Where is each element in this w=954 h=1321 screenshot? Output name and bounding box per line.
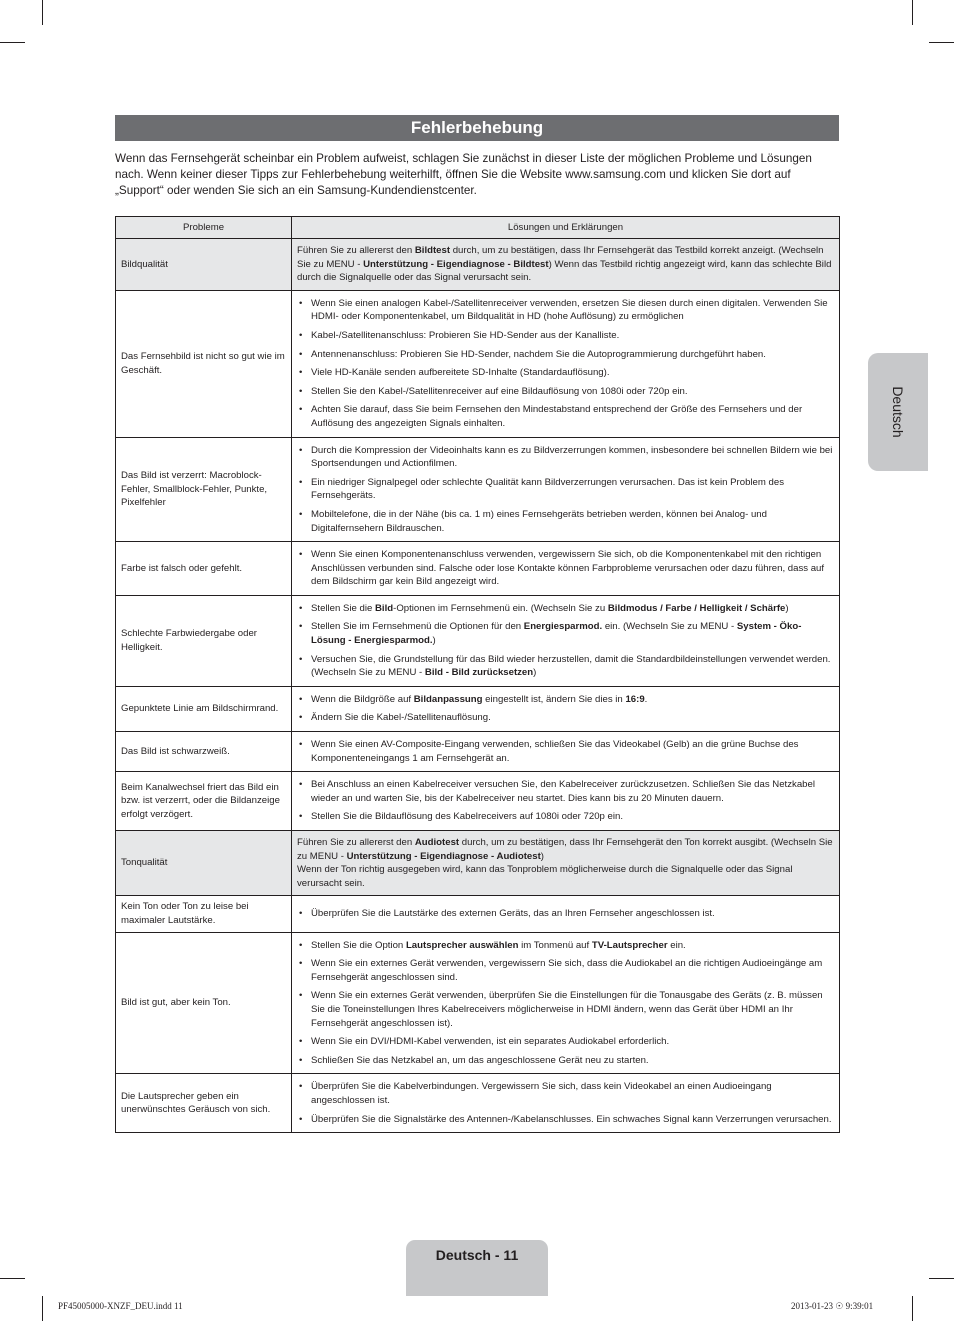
solution-list xyxy=(297,693,834,725)
solution-cell xyxy=(292,437,840,542)
text-run: ) xyxy=(540,850,544,862)
crop-mark xyxy=(912,0,913,25)
text-run: im Tonmenü auf xyxy=(518,939,592,951)
text-run: Überprüfen Sie die Signalstärke des Antennen-/Kabelanschlusses. Ein schwaches Signal kann Verzerrungen verursachen. xyxy=(311,1113,832,1125)
text-run: ) xyxy=(533,667,537,679)
text-run: Kabel-/Satellitenanschluss: Probieren Sie HD-Sender aus der Kanalliste. xyxy=(311,329,620,341)
page-number-label: Deutsch - 11 xyxy=(435,1247,519,1263)
emphasized-text: Unterstützung - Eigendiagnose - Bildtest xyxy=(363,258,549,270)
problem-cell: Beim Kanalwechsel friert das Bild ein bzw. ist verzerrt, oder die Bildanzeige erfolgt verzögert. xyxy=(116,772,292,831)
table-row xyxy=(116,595,840,686)
text-run: ) Wenn das Testbild richtig angezeigt wird, kann das schlechte Bild durch die Signalquelle oder das Signal verursacht sein. xyxy=(297,258,832,284)
crop-mark xyxy=(912,1296,913,1321)
table-body xyxy=(116,239,840,1133)
table-header-row xyxy=(116,217,840,239)
table-row xyxy=(116,932,840,1074)
text-run: Führen Sie zu allererst den xyxy=(297,245,415,256)
solution-item xyxy=(297,907,834,921)
text-run: ) xyxy=(785,602,789,614)
intro-paragraph: Wenn das Fernsehgerät scheinbar ein Problem aufweist, schlagen Sie zunächst in dieser Liste der möglichen Probleme und Lösungen nach. Wenn keiner dieser Tipps zur Fehlerbehebung weiterhilft, öffnen Sie die Website www.samsung.com und klicken Sie dort auf „Support“ oder wenden Sie sich an ein Samsung-Kundendienstcenter. xyxy=(115,152,812,197)
text-run: . xyxy=(644,693,648,705)
text-run: Führen Sie zu allererst den xyxy=(297,837,415,848)
problem-cell: Das Bild ist schwarzweiß. xyxy=(116,732,292,772)
header-problems: Probleme xyxy=(116,217,292,239)
header-solutions: Lösungen und Erklärungen xyxy=(292,217,840,239)
troubleshooting-table xyxy=(115,216,839,1133)
solution-list xyxy=(297,548,834,589)
text-run: Stellen Sie die xyxy=(311,602,375,614)
page-number-tab xyxy=(406,1240,548,1296)
text-run: Stellen Sie die Bildauflösung des Kabelreceivers auf 1080i oder 720p ein. xyxy=(311,811,624,823)
solution-item xyxy=(297,711,834,725)
emphasized-text: Bild xyxy=(375,602,394,614)
emphasized-text: System - Öko-Lösung - Energiesparmod. xyxy=(311,621,802,647)
solution-cell xyxy=(292,831,840,896)
footer-filename: PF45005000-XNZF_DEU.indd 11 xyxy=(58,1301,183,1311)
table-row xyxy=(116,239,840,291)
crop-mark xyxy=(42,1296,43,1321)
text-run: -Optionen im Fernsehmenü ein. (Wechseln Sie zu xyxy=(393,602,608,614)
page-title: Fehlerbehebung xyxy=(115,115,839,141)
solution-cell xyxy=(292,542,840,596)
text-run: Viele HD-Kanäle senden aufbereitete SD-Inhalte (Standardauflösung). xyxy=(311,367,610,379)
text-run: Stellen Sie den Kabel-/Satellitenreceiver auf eine Bildauflösung von 1080i oder 720p ein. xyxy=(311,385,688,397)
solution-item xyxy=(297,297,834,324)
emphasized-text: 16:9 xyxy=(625,693,645,705)
table-row xyxy=(116,896,840,932)
text-run: Überprüfen Sie die Kabelverbindungen. Vergewissern Sie sich, dass kein Videokabel an einen Audioeingang angeschlossen ist. xyxy=(311,1081,772,1106)
table-row xyxy=(116,831,840,896)
problem-cell: Gepunktete Linie am Bildschirmrand. xyxy=(116,686,292,731)
solution-item xyxy=(297,329,834,343)
solution-cell xyxy=(292,239,840,291)
solution-item xyxy=(297,653,834,680)
solution-list xyxy=(297,778,834,824)
solution-list xyxy=(297,602,834,680)
table-row xyxy=(116,437,840,542)
solution-list xyxy=(297,939,834,1068)
table-row xyxy=(116,732,840,772)
emphasized-text: Energiesparmod. xyxy=(523,621,603,633)
emphasized-text: Lautsprecher auswählen xyxy=(405,939,519,951)
problem-cell: Bildqualität xyxy=(116,239,292,291)
text-run: Durch die Kompression der Videoinhalts kann es zu Bildverzerrungen kommen, insbesondere bei schnellen Bildern wie bei Sportsendungen und Actionfilmen. xyxy=(311,444,833,470)
text-run: Wenn Sie ein externes Gerät verwenden, überprüfen Sie die Einstellungen für die Tonausgabe des Geräts (z. B. müssen Sie die Toneinstellungen Ihres Kabelreceivers möglicherweise in HDMI ändern, wenn das Gerät über HDMI an Ihr Fernsehgerät angeschlossen ist). xyxy=(311,990,823,1029)
solution-item xyxy=(297,403,834,430)
solution-item xyxy=(297,693,834,707)
solution-item xyxy=(297,1113,834,1127)
problem-cell: Das Fernsehbild ist nicht so gut wie im Geschäft. xyxy=(116,290,292,437)
table-row xyxy=(116,772,840,831)
solution-item xyxy=(297,939,834,953)
text-run: Wenn Sie ein externes Gerät verwenden, vergewissern Sie sich, dass die Audiokabel an die richtigen Audioeingänge am Fernsehgerät angeschlossen sind. xyxy=(311,958,823,983)
solution-list xyxy=(297,907,834,921)
problem-cell: Schlechte Farbwiedergabe oder Helligkeit. xyxy=(116,595,292,686)
solution-item xyxy=(297,476,834,503)
solution-cell xyxy=(292,772,840,831)
solution-item xyxy=(297,508,834,535)
solution-item xyxy=(297,778,834,805)
text-run: Achten Sie darauf, dass Sie beim Fernsehen den Mindestabstand entsprechend der Größe des Fernsehers und der Auflösung des angezeigten Signals einhalten. xyxy=(311,404,803,429)
problem-cell: Farbe ist falsch oder gefehlt. xyxy=(116,542,292,596)
text-run: Antennenanschluss: Probieren Sie HD-Sender, nachdem Sie die Autoprogrammierung durchgeführt haben. xyxy=(311,348,766,360)
crop-mark xyxy=(929,1278,954,1279)
text-run: Wenn der Ton richtig ausgegeben wird, kann das Tonproblem möglicherweise durch die Signalquelle oder das Signal verursacht sein. xyxy=(297,864,793,889)
text-run: Wenn Sie ein DVI/HDMI-Kabel verwenden, ist ein separates Audiokabel erforderlich. xyxy=(311,1036,670,1048)
text-run: Mobiltelefone, die in der Nähe (bis ca. 1 m) eines Fernsehgeräts betrieben werden, können bei Analog- und Digitalfernsehern Bildrauschen. xyxy=(311,508,767,534)
solution-cell xyxy=(292,1074,840,1133)
text-run: ein. (Wechseln Sie zu MENU - xyxy=(602,621,737,633)
solution-item xyxy=(297,1054,834,1068)
problem-cell: Bild ist gut, aber kein Ton. xyxy=(116,932,292,1074)
footer-timestamp: 2013-01-23 ☉ 9:39:01 xyxy=(791,1301,874,1311)
text-run: Stellen Sie die Option xyxy=(311,939,406,951)
solution-list xyxy=(297,297,834,431)
text-run: Wenn Sie einen Komponentenanschluss verwenden, vergewissern Sie sich, ob die Komponentenkabel mit den richtigen Anschlüssen verbunden sind. Falsche oder lose Kontakte können Farbprobleme verursachen oder dazu führen, dass auf dem Bildschirm gar kein Bild angezeigt wird. xyxy=(311,549,825,588)
emphasized-text: Bildmodus / Farbe / Helligkeit / Schärfe xyxy=(607,602,786,614)
text-run: durch, um zu bestätigen, dass Ihr Fernsehgerät den Ton korrekt ausgibt. (Wechseln Sie zu MENU - xyxy=(297,837,833,862)
text-run: Versuchen Sie, die Grundstellung für das Bild wieder herzustellen, damit die Standardbildeinstellungen verwendet werden. (Wechseln Sie zu MENU - xyxy=(311,653,831,679)
solution-cell xyxy=(292,686,840,731)
text-run: eingestellt ist, ändern Sie dies in xyxy=(482,693,626,705)
problem-cell: Das Bild ist verzerrt: Macroblock-Fehler, Smallblock-Fehler, Punkte, Pixelfehler xyxy=(116,437,292,542)
crop-mark xyxy=(42,0,43,25)
crop-mark xyxy=(0,42,25,43)
text-run: Schließen Sie das Netzkabel an, um das angeschlossene Gerät neu zu starten. xyxy=(311,1054,649,1066)
emphasized-text: Bild - Bild zurücksetzen xyxy=(424,667,534,679)
text-run: ) xyxy=(432,635,436,647)
solution-item xyxy=(297,1035,834,1049)
solution-list xyxy=(297,738,834,765)
problem-cell: Tonqualität xyxy=(116,831,292,896)
solution-paragraph xyxy=(297,836,834,863)
table-row xyxy=(116,290,840,437)
table-row xyxy=(116,542,840,596)
solution-item xyxy=(297,620,834,647)
emphasized-text: Audiotest xyxy=(414,837,460,848)
language-side-tab xyxy=(868,353,928,471)
crop-mark xyxy=(929,42,954,43)
solution-list xyxy=(297,444,834,536)
emphasized-text: TV-Lautsprecher xyxy=(591,939,668,951)
emphasized-text: Bildanpassung xyxy=(413,693,483,705)
solution-item xyxy=(297,957,834,984)
solution-item xyxy=(297,366,834,380)
solution-item xyxy=(297,548,834,589)
solution-cell xyxy=(292,290,840,437)
solution-paragraph xyxy=(297,244,834,285)
solution-cell xyxy=(292,896,840,932)
solution-cell xyxy=(292,732,840,772)
solution-list xyxy=(297,1080,834,1126)
crop-mark xyxy=(0,1278,25,1279)
problem-cell: Die Lautsprecher geben ein unerwünschtes Geräusch von sich. xyxy=(116,1074,292,1133)
text-run: Wenn Sie einen AV-Composite-Eingang verwenden, schließen Sie das Videokabel (Gelb) an die grüne Buchse des Komponenteneingangs 1 am Fernsehgerät an. xyxy=(311,739,799,764)
solution-item xyxy=(297,810,834,824)
text-run: Wenn die Bildgröße auf xyxy=(311,693,414,705)
text-run: Überprüfen Sie die Lautstärke des externen Geräts, das an Ihren Fernseher angeschlossen ist. xyxy=(311,908,715,920)
text-run: Bei Anschluss an einen Kabelreceiver versuchen Sie, den Kabelreceiver zurückzusetzen. Schließen Sie das Netzkabel wieder an und warten Sie, bis der Kabelreceiver neu startet. Dies kann bis zu 20 Minuten dauern. xyxy=(311,779,815,804)
text-run: durch, um zu bestätigen, dass Ihr Fernsehgerät das Testbild korrekt anzeigt. (Wechseln Sie zu MENU - xyxy=(297,245,824,270)
emphasized-text: Unterstützung - Eigendiagnose - Audiotest xyxy=(346,850,541,862)
solution-item xyxy=(297,444,834,471)
solution-item xyxy=(297,1080,834,1107)
emphasized-text: Bildtest xyxy=(414,245,451,256)
text-run: ein. xyxy=(667,939,686,951)
text-run: Ein niedriger Signalpegel oder schlechte Qualität kann Bildverzerrungen verursachen. Das ist kein Problem des Fernsehgeräts. xyxy=(311,476,785,502)
solution-item xyxy=(297,385,834,399)
table-row xyxy=(116,1074,840,1133)
solution-item xyxy=(297,989,834,1030)
language-tab-label: Deutsch xyxy=(890,386,906,438)
solution-item xyxy=(297,738,834,765)
text-run: Ändern Sie die Kabel-/Satellitenauflösung. xyxy=(311,712,491,724)
text-run: Stellen Sie im Fernsehmenü die Optionen für den xyxy=(311,621,524,633)
text-run: Wenn Sie einen analogen Kabel-/Satellitenreceiver verwenden, ersetzen Sie diesen durch einen digitalen. Verwenden Sie HDMI- oder Komponentenkabel, um Bildqualität in HD (hohe Auflösung) zu ermöglichen xyxy=(311,297,828,323)
solution-paragraph xyxy=(297,863,834,890)
solution-item xyxy=(297,602,834,616)
solution-item xyxy=(297,348,834,362)
problem-cell: Kein Ton oder Ton zu leise bei maximaler Lautstärke. xyxy=(116,896,292,932)
solution-cell xyxy=(292,595,840,686)
solution-cell xyxy=(292,932,840,1074)
table-row xyxy=(116,686,840,731)
